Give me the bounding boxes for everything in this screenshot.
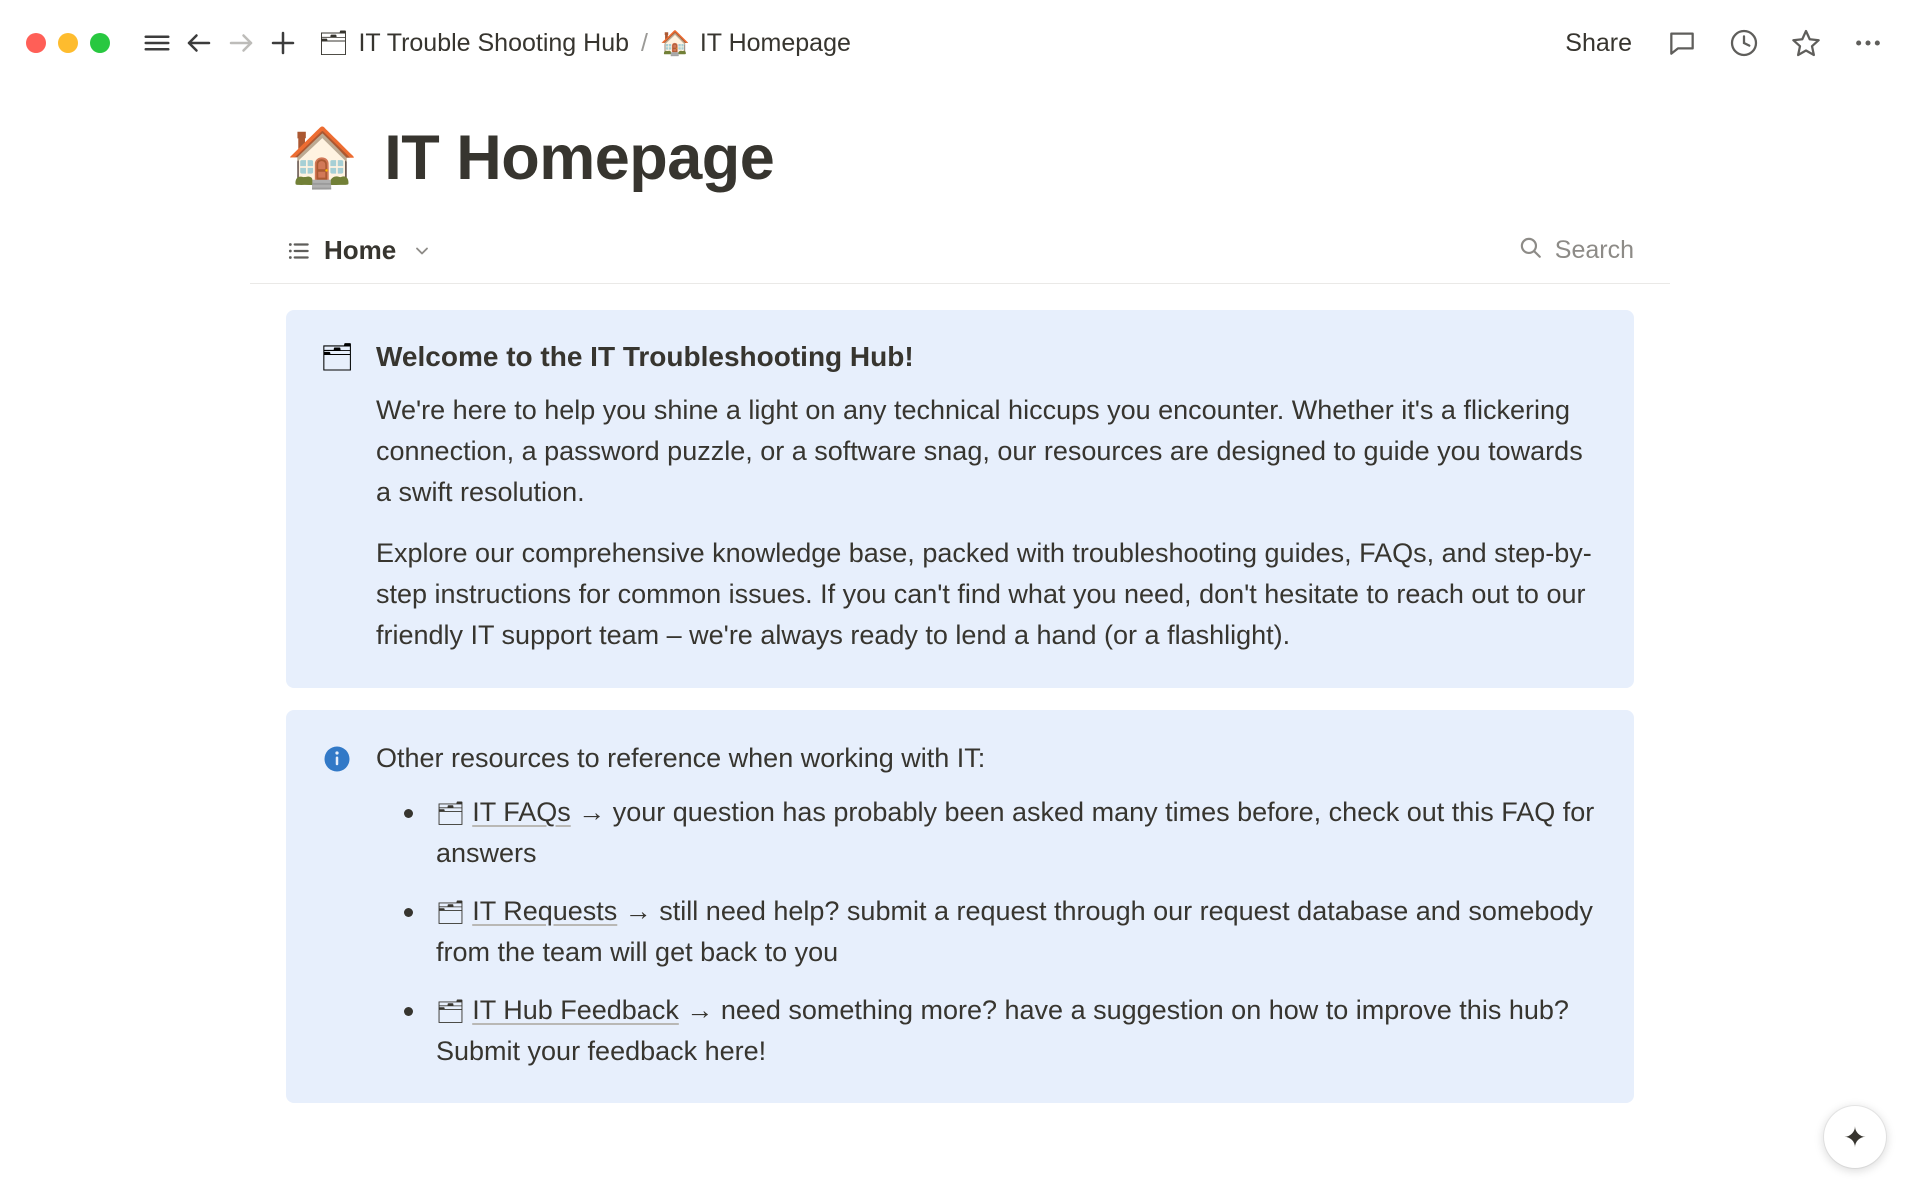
- share-button[interactable]: Share: [1565, 28, 1632, 57]
- window-traffic-lights[interactable]: [26, 33, 110, 53]
- list-item-text: → still need help? submit a request through our request database and somebody from the team will get back to you: [436, 896, 1593, 967]
- list-item-text: → your question has probably been asked many times before, check out this FAQ for answers: [436, 797, 1595, 868]
- resources-lead-text: Other resources to reference when working with IT:: [376, 742, 986, 773]
- title-bar-actions: [1557, 23, 1888, 63]
- arrow-right-icon[interactable]: [220, 22, 262, 64]
- hub-page-icon: 🗂: [319, 342, 355, 372]
- arrow-left-icon[interactable]: [178, 22, 220, 64]
- link-it-requests[interactable]: IT Requests: [472, 896, 618, 927]
- info-icon: [320, 738, 354, 1072]
- welcome-callout-paragraph-2: Explore our comprehensive knowledge base, packed with troubleshooting guides, FAQs, and step-by-step instructions for common issues. If you can't find what you need, don't hesitate to reach out to our friendly IT support team – we're always ready to lend a hand (or a flashlight).: [376, 537, 1592, 650]
- hub-page-icon: 🗂: [318, 29, 349, 57]
- star-icon[interactable]: [1786, 23, 1826, 63]
- list-item-text: → need something more? have a suggestion on how to improve this hub? Submit your feedback here!: [436, 995, 1569, 1066]
- welcome-callout-paragraph-1: We're here to help you shine a light on any technical hiccups you encounter. Whether it's a flickering connection, a password puzzle, or a software snag, our resources are designed to guide you towards a swift resolution.: [376, 394, 1583, 507]
- hamburger-menu-icon[interactable]: [136, 22, 178, 64]
- chevron-down-icon[interactable]: [412, 241, 432, 261]
- title-bar: [0, 0, 1920, 86]
- requests-page-icon: 🗂: [436, 899, 466, 926]
- minimize-window-button[interactable]: [58, 33, 78, 53]
- resources-callout: [286, 710, 1634, 1104]
- plus-icon[interactable]: [262, 22, 304, 64]
- page-title: [250, 122, 1670, 194]
- tab-home-label: Home: [324, 235, 397, 265]
- link-it-hub-feedback[interactable]: IT Hub Feedback: [472, 995, 679, 1026]
- comment-icon[interactable]: [1662, 23, 1702, 63]
- house-icon: 🏠: [286, 125, 359, 190]
- list-item: [394, 792, 1600, 873]
- link-it-faqs[interactable]: IT FAQs: [472, 797, 571, 828]
- breadcrumb-parent[interactable]: [318, 29, 629, 58]
- search-input[interactable]: [1517, 234, 1634, 267]
- clock-history-icon[interactable]: [1724, 23, 1764, 63]
- maximize-window-button[interactable]: [90, 33, 110, 53]
- resources-list: [376, 792, 1600, 1071]
- ai-assistant-button[interactable]: [1824, 1106, 1886, 1168]
- breadcrumb-current[interactable]: [660, 29, 851, 58]
- feedback-page-icon: 🗂: [436, 998, 466, 1025]
- house-icon: 🏠: [659, 29, 690, 57]
- ellipsis-icon[interactable]: [1848, 23, 1888, 63]
- breadcrumb-separator: /: [641, 28, 648, 57]
- faq-page-icon: 🗂: [436, 800, 466, 827]
- close-window-button[interactable]: [26, 33, 46, 53]
- list-item: [394, 891, 1600, 972]
- breadcrumb: [318, 29, 851, 58]
- page-title-text: IT Homepage: [384, 123, 775, 193]
- search-placeholder: Search: [1554, 236, 1634, 264]
- welcome-callout: [286, 310, 1634, 688]
- breadcrumb-parent-label: IT Trouble Shooting Hub: [358, 28, 630, 57]
- list-view-icon: [286, 238, 312, 264]
- breadcrumb-current-label: IT Homepage: [699, 28, 851, 57]
- tab-home[interactable]: [286, 235, 432, 266]
- welcome-callout-heading: Welcome to the IT Troubleshooting Hub!: [376, 341, 914, 372]
- list-item: [394, 990, 1600, 1071]
- search-icon: [1517, 234, 1543, 267]
- view-bar: [250, 234, 1670, 284]
- sparkle-icon: ✦: [1843, 1121, 1867, 1153]
- page-content: [0, 122, 1920, 1103]
